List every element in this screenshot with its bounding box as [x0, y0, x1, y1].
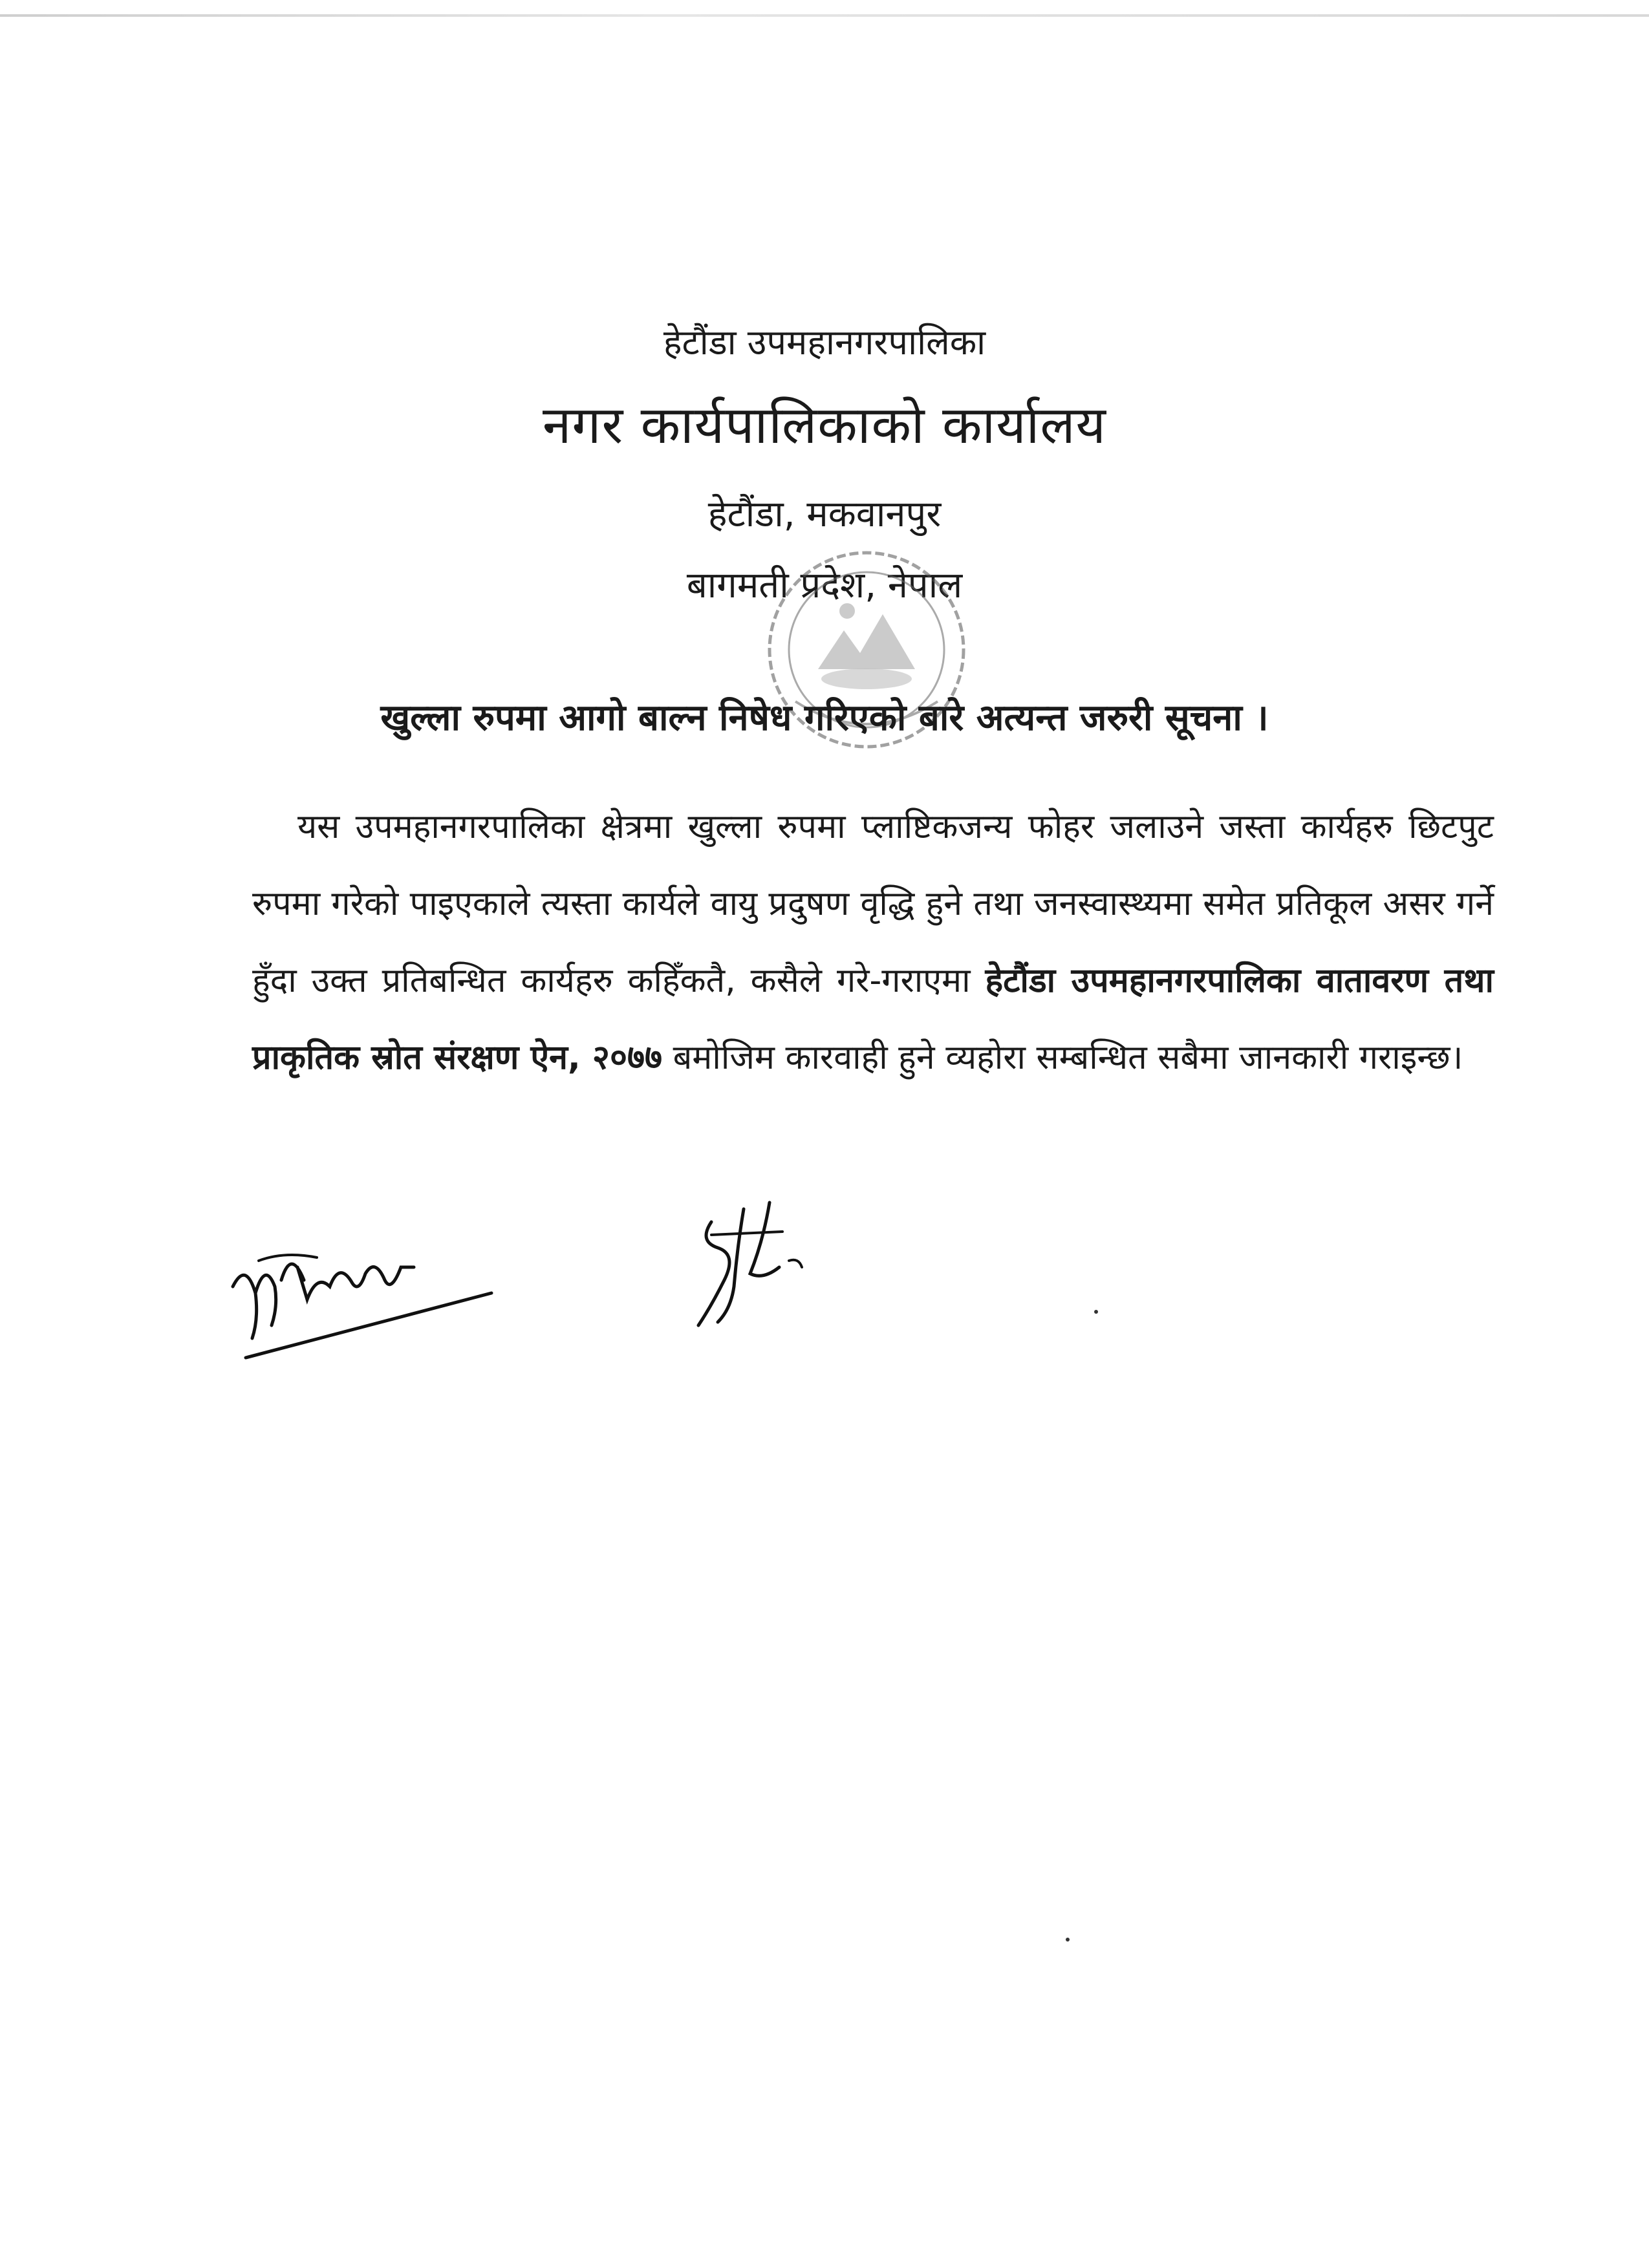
- notice-body-part1: यस उपमहानगरपालिका क्षेत्रमा खुल्ला रुपमा प्लाष्टिकजन्य फोहर जलाउने जस्ता कार्यहरु छिटपुट रुपमा गरेको पाइएकाले त्यस्ता कार्यले वायु प्रदुषण वृद्धि हुने तथा जनस्वास्थ्यमा समेत प्रतिकूल असर गर्ने हुँदा उक्त प्रतिबन्धित कार्यहरु कहिँकतै, कसैले गरे-गराएमा: [252, 808, 1494, 1000]
- notice-body: [252, 789, 1494, 1097]
- notice-heading: खुल्ला रुपमा आगो बाल्न निषेध गरिएको बारे अत्यन्त जरुरी सूचना ।: [380, 697, 1269, 739]
- address-province: बागमती प्रदेश, नेपाल: [686, 564, 963, 606]
- scan-edge-line: [0, 14, 1649, 17]
- scan-speck: [1066, 1938, 1070, 1942]
- signature-left: [220, 1222, 504, 1377]
- scan-speck: [1094, 1310, 1098, 1314]
- signature-right: [673, 1196, 815, 1332]
- notice-body-act-name: हेटौंडा उपमहानगरपालिका वातावरण तथा प्राकृतिक स्रोत संरक्षण ऐन, २०७७: [252, 961, 1494, 1077]
- municipality-name: हेटौंडा उपमहानगरपालिका: [663, 322, 986, 363]
- notice-body-part2: बमोजिम कारवाही हुने व्यहोरा सम्बन्धित सबैमा जानकारी गराइन्छ।: [662, 1038, 1463, 1077]
- address-district: हेटौंडा, मकवानपुर: [707, 493, 942, 535]
- office-title: नगर कार्यपालिकाको कार्यालय: [543, 395, 1106, 455]
